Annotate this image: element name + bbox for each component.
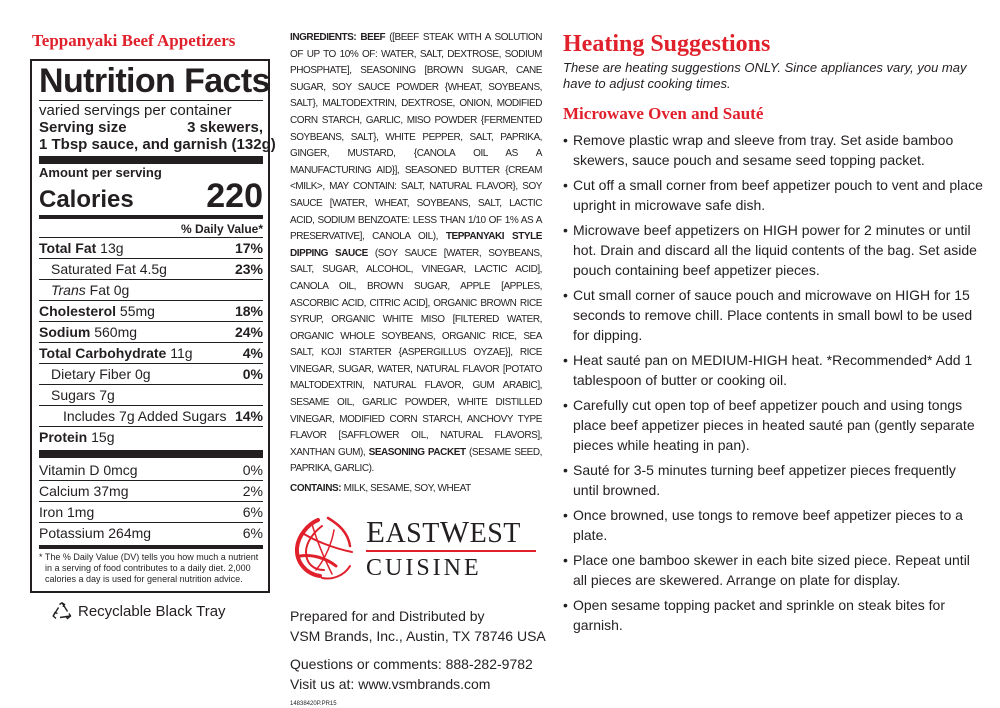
vitamin-dv: 2% xyxy=(242,483,263,499)
right-column xyxy=(563,30,983,640)
heating-step: • Once browned, use tongs to remove beef appetizer pieces to a plate. xyxy=(563,505,983,545)
calories-value: 220 xyxy=(206,177,263,215)
vitamin-row xyxy=(39,460,263,480)
medium-divider xyxy=(39,545,263,549)
nutrient-name: Total Carbohydrate xyxy=(39,345,167,361)
nutrient-row-cholesterol xyxy=(39,300,263,321)
nutrient-row-sodium xyxy=(39,321,263,342)
nutrient-row-added-sugars xyxy=(39,405,263,426)
allergen-statement xyxy=(290,482,542,496)
package-code: 14838420P.PR15 xyxy=(290,701,337,708)
logo-wordmark xyxy=(366,514,536,582)
ingredients-beef-label: INGREDIENTS: BEEF xyxy=(290,32,386,43)
nutrient-name: Total Fat xyxy=(39,240,97,256)
nutrient-amount: Includes 7g Added Sugars xyxy=(63,408,227,424)
vitamin-dv: 6% xyxy=(242,525,263,541)
distributor-line1: Prepared for and Distributed by xyxy=(290,608,485,625)
logo-letters: EST xyxy=(469,518,521,550)
left-column xyxy=(30,30,276,621)
contact-phone: Questions or comments: 888-282-9782 xyxy=(290,656,533,673)
nutrient-dv: 24% xyxy=(234,324,263,340)
heating-title: Heating Suggestions xyxy=(563,31,771,57)
contains-text: MILK, SESAME, SOY, WHEAT xyxy=(341,483,471,495)
recycle-icon xyxy=(52,602,72,621)
vitamin-label: Vitamin D 0mcg xyxy=(39,462,138,478)
nutrient-amount: 560mg xyxy=(90,324,138,340)
nutrient-dv: 0% xyxy=(242,366,263,382)
serving-size-value: 3 skewers, xyxy=(187,119,263,136)
heating-subtitle: Microwave Oven and Sauté xyxy=(563,104,764,123)
medium-divider xyxy=(39,215,263,219)
nutrient-amount: 55mg xyxy=(116,303,155,319)
nutrient-dv: 18% xyxy=(234,303,263,319)
middle-column xyxy=(290,30,546,708)
ingredients-sauce-label: TEPPANYAKI STYLE DIPPING SAUCE xyxy=(290,231,542,259)
nutrition-facts-panel xyxy=(30,59,276,593)
ingredients-statement xyxy=(290,30,542,478)
vitamin-label: Potassium 264mg xyxy=(39,525,152,541)
nutrient-row-saturated-fat xyxy=(39,258,263,279)
nutrient-row-dietary-fiber xyxy=(39,363,263,384)
calories-label: Calories xyxy=(39,186,134,213)
distributor-block xyxy=(290,606,546,646)
recycle-note xyxy=(52,602,276,621)
vitamin-row xyxy=(39,522,263,543)
vitamin-label: Iron 1mg xyxy=(39,504,95,520)
servings-per-container: varied servings per container xyxy=(39,102,232,119)
nutrient-amount: 11g xyxy=(166,345,193,361)
heating-steps-list xyxy=(563,130,983,635)
serving-size-label: Serving size xyxy=(39,119,127,136)
logo-letter: W xyxy=(439,514,470,550)
ingredients-packet-label: SEASONING PACKET xyxy=(368,446,466,458)
daily-value-header: % Daily Value* xyxy=(180,222,263,236)
logo-letters: AST xyxy=(385,518,440,550)
daily-value-footnote: * The % Daily Value (DV) tells you how much a nutrient in a serving of food contributes to a daily diet. 2,000 calories a day is used for general nutrition advice. xyxy=(39,552,259,584)
nutrient-row-total-fat xyxy=(39,237,263,258)
logo-rule xyxy=(366,550,536,552)
heating-step: • Heat sauté pan on MEDIUM-HIGH heat. *Recommended* Add 1 tablespoon of butter or cooking oil. xyxy=(563,350,983,390)
divider xyxy=(39,100,263,101)
amount-per-serving: Amount per serving xyxy=(39,165,162,180)
contains-label: CONTAINS: xyxy=(290,483,342,495)
serving-size xyxy=(39,119,263,136)
heating-step: • Place one bamboo skewer in each bite sized piece. Repeat until all pieces are skewered. Arrange on plate for display. xyxy=(563,550,983,590)
nutrition-facts-title: Nutrition Facts xyxy=(39,62,270,100)
contact-block xyxy=(290,654,542,694)
heating-step: • Open sesame topping packet and sprinkle on steak bites for garnish. xyxy=(563,595,983,635)
nutrient-row-sugars xyxy=(39,384,263,405)
heating-step: • Remove plastic wrap and sleeve from tray. Set aside bamboo skewers, sauce pouch and sesame seed topping packet. xyxy=(563,130,983,170)
vitamin-dv: 6% xyxy=(242,504,263,520)
nutrient-dv: 14% xyxy=(234,408,263,424)
heating-intro: These are heating suggestions ONLY. Since appliances vary, you may have to adjust cooking times. xyxy=(563,60,967,91)
heating-step: • Microwave beef appetizers on HIGH power for 2 minutes or until hot. Drain and discard all the liquid contents of the bag. Set aside pouch containing beef appetizer pieces. xyxy=(563,220,983,280)
nutrient-dv: 23% xyxy=(234,261,263,277)
brushstroke-emblem-icon xyxy=(292,514,358,586)
nutrient-name: Trans xyxy=(51,282,86,298)
thick-divider xyxy=(39,450,263,458)
vitamin-row xyxy=(39,480,263,501)
ingredients-sauce-text: (SOY SAUCE [WATER, SOYBEANS, SALT, SUGAR, ALCOHOL, VINEGAR, LACTIC ACID], CANOLA OIL, BROWN SUGAR, APPLE [APPLES, ASCORBIC ACID, CITRIC ACID], ORGANIC BROWN RICE SYRUP, ORGANIC WHITE MISO [FILTERED WATER, ORGANIC WHOLE SOYBEANS, ORGANIC RICE, SEA SALT, KOJI STARTER {ASPERGILLUS OYZAE}], RICE VINEGAR, SUGAR, WATER, NATURAL FLAVOR [POTATO MALTODEXTRIN, NATURAL FLAVOR, GUM ARABIC], SESAME OIL, GARLIC POWDER, WHITE DISTILLED VINEGAR, MODIFIED CORN STARCH, ANCHOVY TYPE FLAVOR [SAFFLOWER OIL, NATURAL FLAVORS], XANTHAN GUM), xyxy=(290,247,542,458)
logo-eastwest xyxy=(366,514,536,550)
nutrient-name: Sodium xyxy=(39,324,91,340)
heating-step: • Cut small corner of sauce pouch and microwave on HIGH for 15 seconds to remove chill. Place contents in small bowl to be used for dipping. xyxy=(563,285,983,345)
nutrient-name: Cholesterol xyxy=(39,303,117,319)
heating-step: • Sauté for 3-5 minutes turning beef appetizer pieces frequently until browned. xyxy=(563,460,983,500)
ingredients-beef-text: ([BEEF STEAK WITH A SOLUTION OF UP TO 10% OF: WATER, SALT, DEXTROSE, SODIUM PHOSPHATE], SEASONING [BROWN SUGAR, CANE SUGAR, SOY SAUCE POWDER {WHEAT, SOYBEANS, SALT}, MALTODEXTRIN, DEXTROSE, ONION, MODIFIED CORN STARCH, GARLIC, MISO POWDER {FERMENTED SOYBEANS, SALT}, WHITE PEPPER, SALT, PAPRIKA, GINGER, MUSTARD, {CANOLA OIL AS A MANUFACTURING AID}], SEASONED BUTTER {CREAM <MILK>, MAY CONTAIN: SALT, NATURAL FLAVOR}, SOY SAUCE [WATER, WHEAT, SOYBEANS, SALT, LACTIC ACID, SODIUM BENZOATE: LESS THAN 1/10 OF 1% AS A PRESERVATIVE], CANOLA OIL), xyxy=(290,32,543,243)
calories-row xyxy=(39,177,263,215)
nutrient-row-protein xyxy=(39,426,263,447)
contact-website: Visit us at: www.vsmbrands.com xyxy=(290,676,491,693)
eastwest-cuisine-logo xyxy=(292,514,542,586)
logo-cuisine: CUISINE xyxy=(366,555,482,582)
heating-step: • Carefully cut open top of beef appetizer pouch and using tongs place beef appetizer pieces in heated sauté pan (gently separate pieces while heating in pan). xyxy=(563,395,983,455)
nutrient-dv: 17% xyxy=(234,240,263,256)
vitamin-label: Calcium 37mg xyxy=(39,483,129,499)
nutrient-row-total-carbohydrate xyxy=(39,342,263,363)
nutrient-amount: 13g xyxy=(96,240,124,256)
vitamin-dv: 0% xyxy=(242,462,263,478)
nutrient-dv: 4% xyxy=(242,345,263,361)
distributor-line2: VSM Brands, Inc., Austin, TX 78746 USA xyxy=(290,628,546,645)
thick-divider xyxy=(39,156,263,164)
nutrient-amount: Sugars 7g xyxy=(51,387,115,403)
serving-size-line2: 1 Tbsp sauce, and garnish (132g) xyxy=(39,136,276,153)
nutrient-row-trans-fat xyxy=(39,279,263,300)
heating-step: • Cut off a small corner from beef appetizer pouch to vent and place upright in microwave safe dish. xyxy=(563,175,983,215)
nutrient-name: Protein xyxy=(39,429,88,445)
nutrient-amount: Dietary Fiber 0g xyxy=(51,366,151,382)
nutrient-amount: Saturated Fat 4.5g xyxy=(51,261,167,277)
product-title: Teppanyaki Beef Appetizers xyxy=(32,31,236,50)
vitamin-row xyxy=(39,501,263,522)
nutrient-amount: 15g xyxy=(87,429,115,445)
logo-letter: E xyxy=(366,514,386,550)
nutrient-amount: Fat 0g xyxy=(85,282,130,298)
ingredients-packet-text: (SESAME SEED, PAPRIKA, GARLIC). xyxy=(290,446,542,475)
recycle-label: Recyclable Black Tray xyxy=(78,603,226,620)
